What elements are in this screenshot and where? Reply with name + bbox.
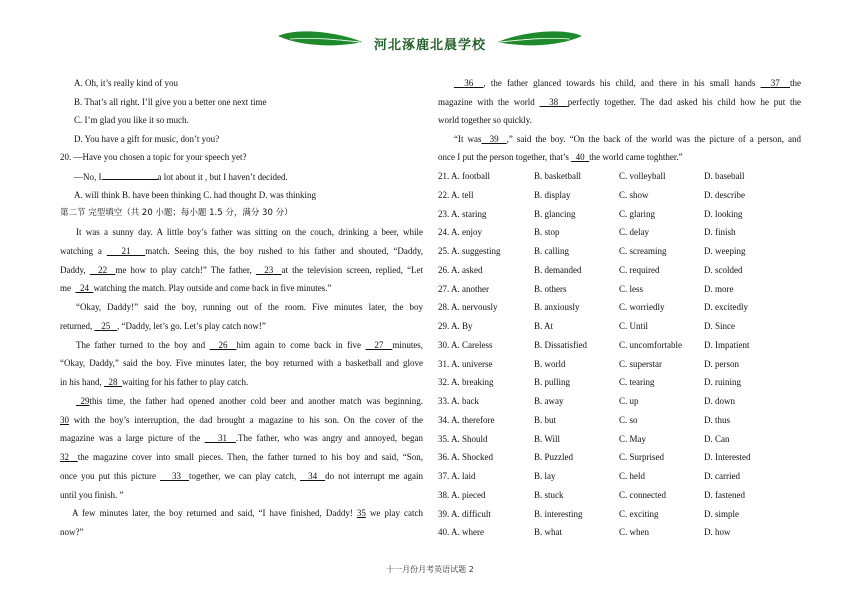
option-36-b: B. Puzzled bbox=[534, 452, 573, 463]
q20-reply: —No, I a lot about it , but I haven’t decided. bbox=[74, 172, 288, 182]
option-37-b: B. lay bbox=[534, 471, 556, 481]
passage-line-9: in his hand, 28 waiting for his father to play catch. bbox=[60, 377, 249, 387]
blank-23: 23 bbox=[264, 265, 274, 275]
option-39-d: D. simple bbox=[704, 508, 739, 519]
option-26-b: B. demanded bbox=[534, 264, 582, 275]
option-row-35 bbox=[438, 433, 801, 445]
option-row-30 bbox=[438, 339, 801, 351]
passage-line-10: 29this time, the father had opened another cold beer and another match was beginning. bbox=[80, 396, 423, 406]
option-36-d: D. Interested bbox=[704, 452, 751, 463]
q19-option-d: D. You have a gift for music, don’t you? bbox=[74, 134, 220, 144]
option-row-31 bbox=[438, 358, 801, 370]
option-33-d: D. down bbox=[704, 396, 735, 406]
option-34-b: B. but bbox=[534, 414, 557, 425]
passage-line-3: Daddy, 22 me how to play catch!” The father, 23 at the television screen, replied, “Let bbox=[60, 265, 423, 275]
passage-cont-line-1: 36 , the father glanced towards his child, and there in his small hands 37 the bbox=[464, 78, 801, 88]
passage-cont-line-4: “It was 39 ,” said the boy. “On the back of the world was the picture of a person, and bbox=[454, 134, 801, 144]
passage-cont-line-2: magazine with the world 38 perfectly together. The dad asked his child how he put the bbox=[438, 97, 801, 107]
blank-31: 31 bbox=[217, 433, 227, 443]
option-31-d: D. person bbox=[704, 358, 739, 369]
option-row-29 bbox=[438, 320, 801, 332]
passage-line-13: 32 the magazine cover into small pieces. Then, the father turned to his boy and said, “Son, bbox=[60, 452, 423, 462]
option-23-d: D. looking bbox=[704, 208, 743, 219]
page-footer: 十一月份月考英语试题 2 bbox=[386, 565, 474, 574]
option-37-c: C. held bbox=[619, 471, 645, 481]
passage-cont-line-3: world together so quickly. bbox=[438, 115, 532, 125]
option-38-d: D. fastened bbox=[704, 489, 745, 500]
passage-line-1: It was a sunny day. A little boy’s father was sitting on the couch, drinking a beer, while bbox=[76, 227, 423, 237]
option-21-c: C. volleyball bbox=[619, 171, 666, 181]
option-27-a: 27. A. another bbox=[438, 283, 489, 294]
option-25-b: B. calling bbox=[534, 246, 569, 256]
option-22-d: D. describe bbox=[704, 189, 745, 200]
blank-36: 36 bbox=[464, 78, 474, 88]
option-22-a: 22. A. tell bbox=[438, 189, 474, 200]
blank-34: 34 bbox=[308, 471, 318, 481]
q19-option-b: B. That’s all right. I’ll give you a better one next time bbox=[74, 97, 267, 107]
option-29-d: D. Since bbox=[704, 321, 735, 331]
option-row-22 bbox=[438, 189, 801, 201]
option-row-28 bbox=[438, 301, 801, 313]
blank-30: 30 bbox=[60, 415, 69, 425]
option-23-b: B. glancing bbox=[534, 208, 576, 219]
option-row-39 bbox=[438, 508, 801, 520]
blank-29: 29 bbox=[80, 396, 90, 406]
option-24-a: 24. A. enjoy bbox=[438, 227, 482, 238]
option-30-d: D. Impatient bbox=[704, 339, 750, 350]
option-27-b: B. others bbox=[534, 283, 567, 294]
option-39-a: 39. A. difficult bbox=[438, 508, 491, 519]
option-31-b: B. world bbox=[534, 358, 566, 369]
option-40-b: B. what bbox=[534, 527, 562, 538]
blank-25: 25 bbox=[101, 321, 111, 331]
option-30-a: 30. A. Careless bbox=[438, 339, 493, 350]
option-21-d: D. baseball bbox=[704, 171, 745, 181]
option-33-c: C. up bbox=[619, 396, 639, 406]
blank-21: 21 bbox=[121, 246, 131, 256]
option-25-d: D. weeping bbox=[704, 246, 746, 256]
option-32-c: C. tearing bbox=[619, 377, 655, 388]
passage-line-4: me 24 watching the match. Play outside and come back in five minutes.” bbox=[60, 283, 332, 293]
passage-line-5: “Okay, Daddy!” said the boy, running out of the room. Five minutes later, the boy bbox=[76, 302, 423, 312]
option-28-c: C. worriedly bbox=[619, 302, 665, 313]
option-24-c: C. delay bbox=[619, 227, 649, 238]
blank-37: 37 bbox=[770, 78, 780, 88]
passage-line-14: once you put this picture 33 together, we can play catch, 34 do not interrupt me again bbox=[60, 471, 423, 481]
school-name: 河北涿鹿北晨学校 bbox=[373, 38, 486, 53]
option-21-a: 21. A. football bbox=[438, 171, 490, 181]
option-38-a: 38. A. pieced bbox=[438, 489, 486, 500]
passage-line-12: magazine was a large picture of the 31 .The father, who was angry and annoyed, began bbox=[60, 433, 423, 443]
blank-28: 28 bbox=[108, 377, 118, 387]
q19-option-a: A. Oh, it’s really kind of you bbox=[74, 78, 178, 88]
passage-line-15: until you finish. ” bbox=[60, 490, 124, 500]
blank-40: 40 bbox=[575, 152, 585, 162]
blank-32: 32 bbox=[60, 452, 69, 462]
option-28-d: D. excitedly bbox=[704, 302, 748, 313]
option-26-a: 26. A. asked bbox=[438, 264, 483, 275]
option-row-32 bbox=[438, 376, 801, 388]
option-row-25 bbox=[438, 245, 801, 257]
blank-22: 22 bbox=[98, 265, 108, 275]
option-23-a: 23. A. staring bbox=[438, 208, 487, 219]
blank-33: 33 bbox=[171, 471, 181, 481]
option-row-24 bbox=[438, 226, 801, 238]
option-29-a: 29. A. By bbox=[438, 321, 473, 331]
blank-27: 27 bbox=[374, 340, 384, 350]
header-banner bbox=[0, 28, 860, 54]
option-row-38 bbox=[438, 489, 801, 501]
option-36-a: 36. A. Shocked bbox=[438, 452, 493, 463]
option-37-a: 37. A. laid bbox=[438, 471, 476, 481]
option-35-b: B. Will bbox=[534, 433, 560, 444]
option-40-c: C. when bbox=[619, 527, 649, 538]
option-39-c: C. exciting bbox=[619, 508, 659, 519]
option-25-a: 25. A. suggesting bbox=[438, 246, 501, 256]
option-33-b: B. away bbox=[534, 396, 564, 406]
option-27-c: C. less bbox=[619, 283, 644, 294]
option-22-c: C. show bbox=[619, 189, 649, 200]
passage-line-11: 30 with the boy’s interruption, the dad brought a magazine to his son. On the cover of the bbox=[60, 415, 423, 425]
option-21-b: B. basketball bbox=[534, 171, 581, 181]
passage-cont-line-5: once I put the person together, that’s 40 the world came toghther.” bbox=[438, 152, 683, 162]
blank-39: 39 bbox=[489, 134, 499, 144]
option-33-a: 33. A. back bbox=[438, 396, 479, 406]
option-25-c: C. screaming bbox=[619, 246, 667, 256]
option-30-b: B. Dissatisfied bbox=[534, 339, 587, 350]
option-row-37 bbox=[438, 470, 801, 482]
option-31-c: C. superstar bbox=[619, 358, 662, 369]
option-row-27 bbox=[438, 283, 801, 295]
passage-line-16: A few minutes later, the boy returned and said, “I have finished, Daddy! 35 we play catch bbox=[72, 508, 423, 518]
option-40-d: D. how bbox=[704, 527, 731, 538]
blank-35: 35 bbox=[356, 508, 366, 518]
option-26-c: C. required bbox=[619, 264, 660, 275]
option-29-b: B. At bbox=[534, 321, 554, 331]
option-row-40 bbox=[438, 526, 801, 538]
section-title: 第二节 完型填空（共 20 小题；每小题 1.5 分，满分 30 分） bbox=[60, 208, 293, 218]
option-28-b: B. anxiously bbox=[534, 302, 580, 313]
option-row-34 bbox=[438, 414, 801, 426]
option-35-c: C. May bbox=[619, 433, 646, 444]
option-row-26 bbox=[438, 264, 801, 276]
option-38-c: C. connected bbox=[619, 489, 666, 500]
option-23-c: C. glaring bbox=[619, 208, 655, 219]
passage-line-17: now?” bbox=[60, 527, 84, 537]
option-row-33 bbox=[438, 395, 801, 407]
q20-options: A. will think B. have been thinking C. had thought D. was thinking bbox=[74, 190, 316, 200]
q20-stem: 20. —Have you chosen a topic for your speech yet? bbox=[60, 152, 247, 162]
option-36-c: C. Surprised bbox=[619, 452, 664, 463]
option-26-d: D. scolded bbox=[704, 264, 743, 275]
option-row-36 bbox=[438, 451, 801, 463]
option-34-a: 34. A. therefore bbox=[438, 414, 495, 425]
option-28-a: 28. A. nervously bbox=[438, 302, 498, 313]
option-30-c: C. uncomfortable bbox=[619, 339, 682, 350]
option-39-b: B. interesting bbox=[534, 508, 583, 519]
option-31-a: 31. A. universe bbox=[438, 358, 493, 369]
passage-line-6: returned, 25 , “Daddy, let’s go. Let’s play catch now!” bbox=[60, 321, 266, 331]
option-row-21 bbox=[438, 170, 801, 182]
option-row-23 bbox=[438, 208, 801, 220]
option-24-d: D. finish bbox=[704, 227, 736, 238]
option-29-c: C. Until bbox=[619, 321, 649, 331]
option-34-d: D. thus bbox=[704, 414, 731, 425]
option-35-a: 35. A. Should bbox=[438, 433, 488, 444]
passage-line-7: The father turned to the boy and 26 him again to come back in five 27 minutes, bbox=[76, 340, 423, 350]
option-37-d: D. carried bbox=[704, 471, 740, 481]
option-32-d: D. ruining bbox=[704, 377, 741, 388]
blank-24: 24 bbox=[80, 283, 89, 293]
passage-line-2: watching a 21 match. Seeing this, the boy rushed to his father and shouted, “Daddy, bbox=[60, 246, 423, 256]
option-27-d: D. more bbox=[704, 283, 734, 294]
blank-38: 38 bbox=[549, 97, 559, 107]
option-32-a: 32. A. breaking bbox=[438, 377, 494, 388]
option-34-c: C. so bbox=[619, 414, 638, 425]
blank-26: 26 bbox=[218, 340, 228, 350]
passage-line-8: “Okay, Daddy,” said the boy. Five minutes later, the boy returned with a basketball and glove bbox=[60, 358, 423, 368]
option-35-d: D. Can bbox=[704, 433, 730, 444]
option-32-b: B. pulling bbox=[534, 377, 571, 388]
option-24-b: B. stop bbox=[534, 227, 560, 238]
q19-option-c: C. I’m glad you like it so much. bbox=[74, 115, 189, 125]
option-22-b: B. display bbox=[534, 189, 571, 200]
option-40-a: 40. A. where bbox=[438, 527, 484, 538]
option-38-b: B. stuck bbox=[534, 489, 564, 500]
